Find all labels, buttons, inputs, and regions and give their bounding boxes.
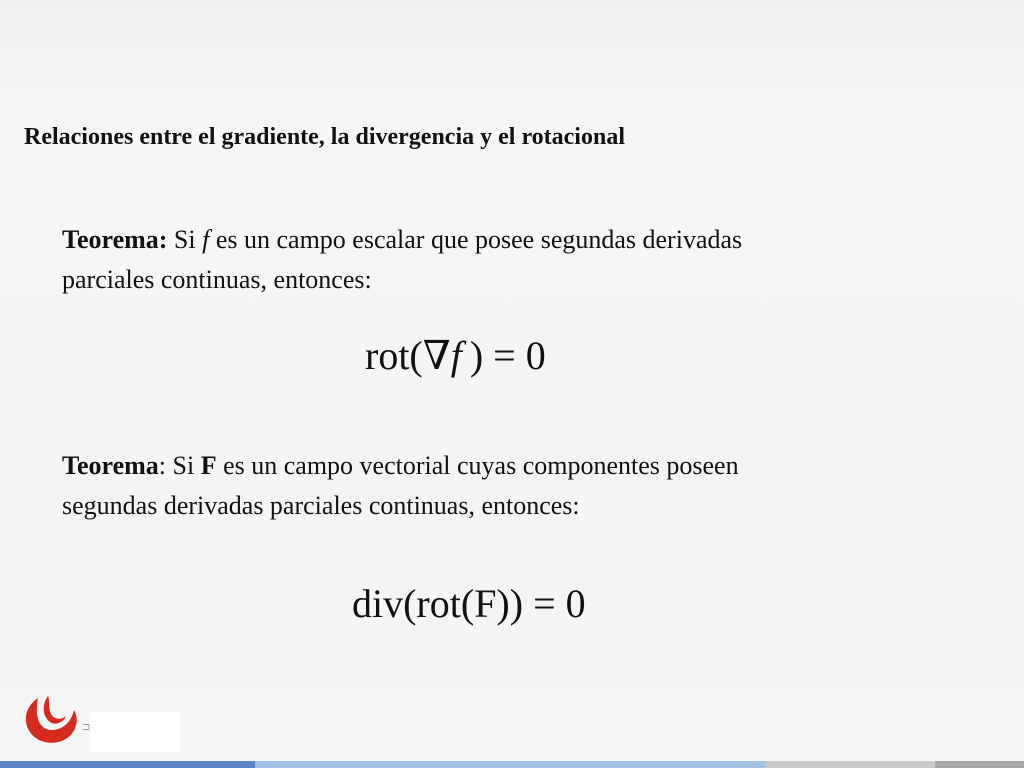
theorem-2-label: Teorema bbox=[62, 451, 159, 480]
theorem-2-si: : Si bbox=[158, 451, 195, 480]
footer-color-bar bbox=[0, 761, 1024, 768]
logo-panel bbox=[90, 712, 180, 752]
theorem-1-text-line2: parciales continuas, entonces: bbox=[62, 265, 372, 294]
slide-heading: Relaciones entre el gradiente, la divergencia y el rotacional bbox=[24, 124, 625, 150]
equation-div-rot: div(rot(F)) = 0 bbox=[352, 581, 586, 626]
footer-bar-segment bbox=[765, 761, 935, 768]
footer-bar-segment bbox=[0, 761, 255, 768]
slide-top-shade bbox=[0, 0, 1024, 100]
theorem-1 bbox=[62, 220, 992, 300]
upc-logo-icon bbox=[18, 690, 91, 750]
equation-1-suffix: ) = 0 bbox=[469, 333, 546, 378]
footer-bar-segment bbox=[935, 761, 1024, 768]
equation-rot-grad bbox=[365, 332, 546, 379]
logo-divider: ⊐ bbox=[82, 722, 91, 733]
theorem-2-text-line2: segundas derivadas parciales continuas, entonces: bbox=[62, 491, 580, 520]
theorem-2 bbox=[62, 446, 992, 526]
footer-bar-segment bbox=[255, 761, 765, 768]
theorem-2-var: F bbox=[200, 451, 217, 480]
theorem-2-text-line1: es un campo vectorial cuyas componentes poseen bbox=[223, 451, 739, 480]
theorem-1-text-line1: es un campo escalar que posee segundas derivadas bbox=[215, 225, 743, 254]
equation-1-prefix: rot(∇ bbox=[365, 333, 451, 378]
theorem-1-var: f bbox=[202, 225, 210, 254]
theorem-1-si: Si bbox=[173, 225, 196, 254]
equation-1-var: f bbox=[450, 333, 462, 378]
theorem-1-label: Teorema: bbox=[62, 225, 168, 254]
